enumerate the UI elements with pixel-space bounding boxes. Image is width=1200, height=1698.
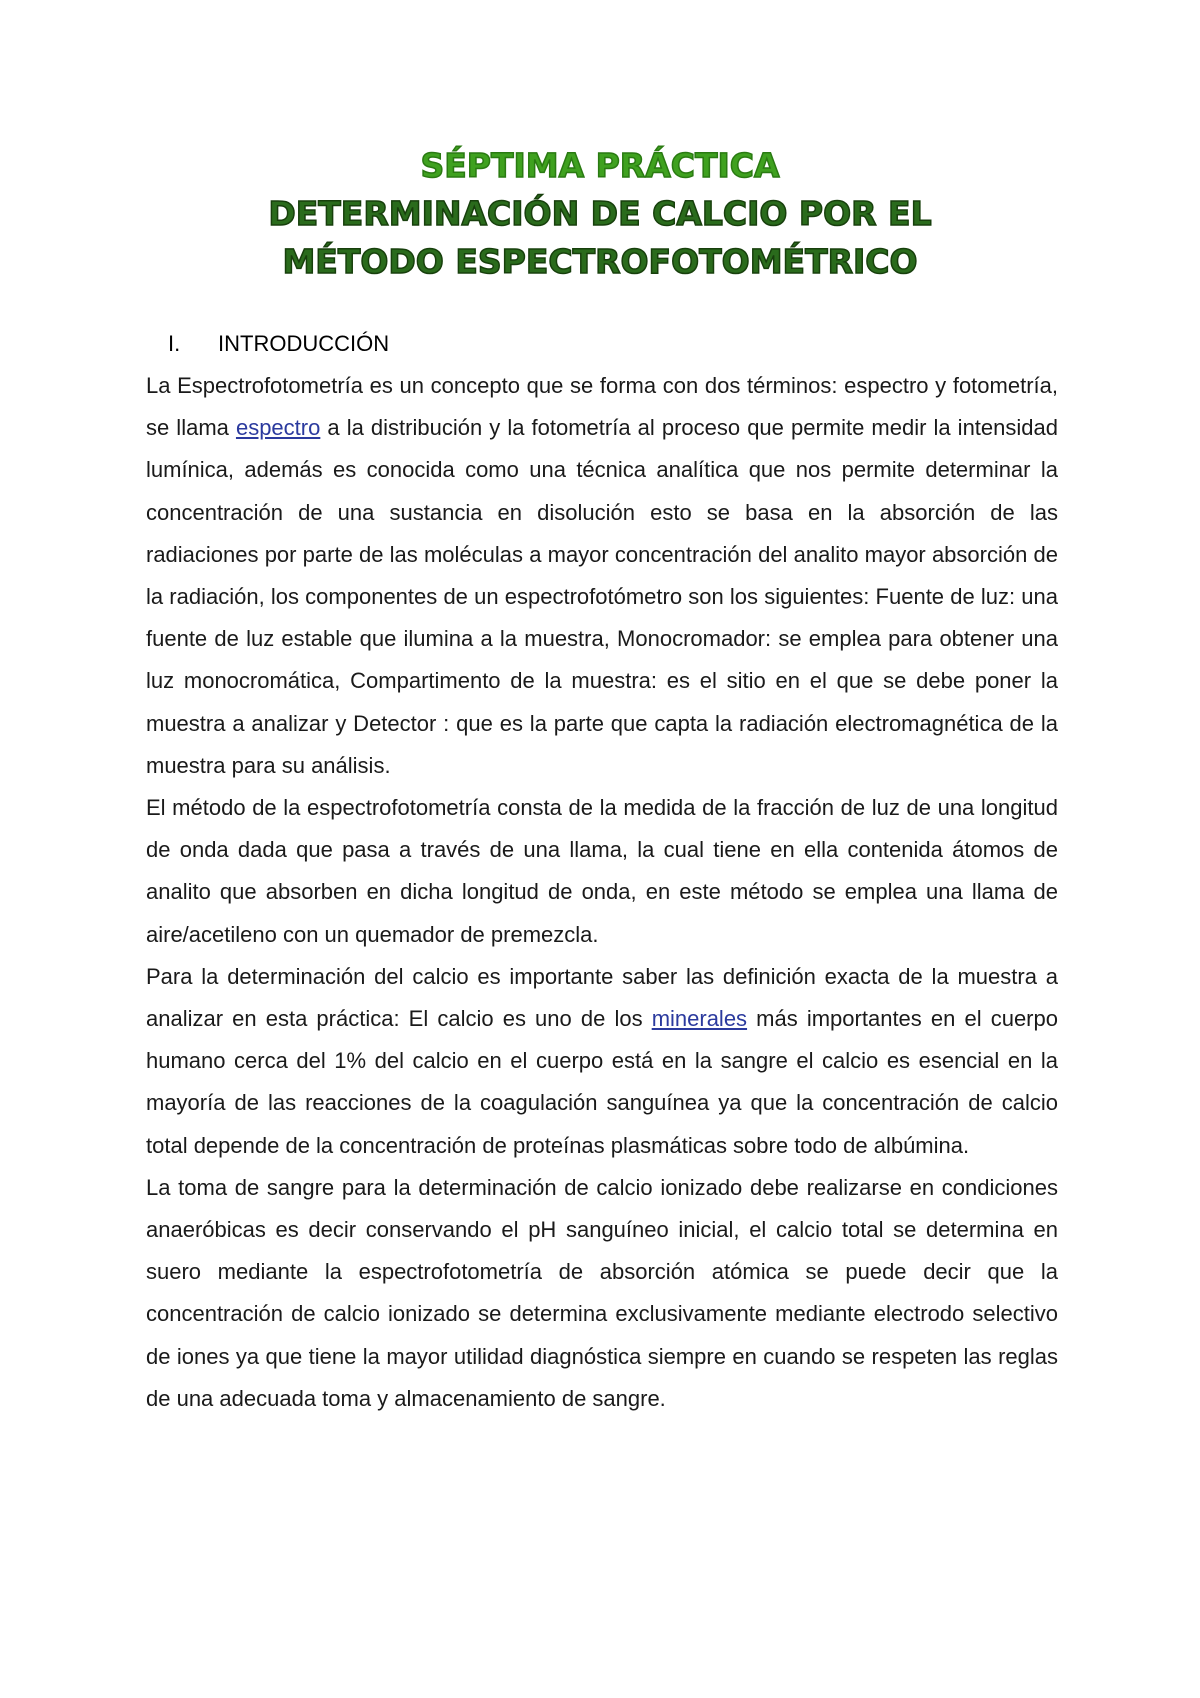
paragraph	[146, 787, 1058, 956]
document-title	[0, 142, 1200, 286]
title-line-1: SÉPTIMA PRÁCTICA	[420, 146, 780, 185]
link-minerales[interactable]: minerales	[651, 1006, 748, 1032]
paragraph-text: a la distribución y la fotometría al proceso que permite medir la intensidad lumínica, además es conocida como una técnica analítica que nos permite determinar la concentración de una sustancia en disolución esto se basa en la absorción de las radiaciones por parte de las moléculas a mayor concentración del analito mayor absorción de la radiación, los componentes de un espectrofotómetro son los siguientes: Fuente de luz: una fuente de luz estable que ilumina a la muestra, Monocromador: se emplea para obtener una luz monocromática, Compartimento de la muestra: es el sitio en el que se debe poner la muestra a analizar y Detector : que es la parte que capta la radiación electromagnética de la muestra para su análisis.	[146, 415, 1058, 778]
paragraph	[146, 956, 1058, 1167]
paragraph-text: La toma de sangre para la determinación de calcio ionizado debe realizarse en condiciones anaeróbicas es decir conservando el pH sanguíneo inicial, el calcio total se determina en suero mediante la espectrofotometría de absorción atómica se puede decir que la concentración de calcio ionizado se determina exclusivamente mediante electrodo selectivo de iones ya que tiene la mayor utilidad diagnóstica siempre en cuando se respeten las reglas de una adecuada toma y almacenamiento de sangre.	[146, 1174, 1058, 1411]
paragraph	[146, 1167, 1058, 1420]
link-espectro[interactable]: espectro	[235, 415, 321, 441]
paragraph	[146, 365, 1058, 787]
title-line-2: DETERMINACIÓN DE CALCIO POR EL	[268, 194, 932, 233]
body-text	[146, 365, 1058, 1420]
title-line-3: MÉTODO ESPECTROFOTOMÉTRICO	[282, 242, 918, 281]
section-heading-text: INTRODUCCIÓN	[218, 331, 390, 356]
paragraph-text: más importantes en el cuerpo humano cerca del 1% del calcio en el cuerpo está en la sangre el calcio es esencial en la mayoría de las reacciones de la coagulación sanguínea ya que la concentración de calcio total depende de la concentración de proteínas plasmáticas sobre todo de albúmina.	[146, 1006, 1058, 1158]
paragraph-text: El método de la espectrofotometría consta de la medida de la fracción de luz de una longitud de onda dada que pasa a través de una llama, la cual tiene en ella contenida átomos de analito que absorben en dicha longitud de onda, en este método se emplea una llama de aire/acetileno con un quemador de premezcla.	[146, 795, 1058, 947]
paragraph-text: Para la determinación del calcio es importante saber las definición exacta de la muestra a analizar en esta práctica: El calcio es uno de los	[146, 963, 1058, 1032]
section-number: I.	[168, 331, 181, 356]
section-heading	[168, 331, 389, 357]
paragraph-text: La Espectrofotometría es un concepto que se forma con dos términos: espectro y fotometría, se llama	[146, 373, 1058, 441]
